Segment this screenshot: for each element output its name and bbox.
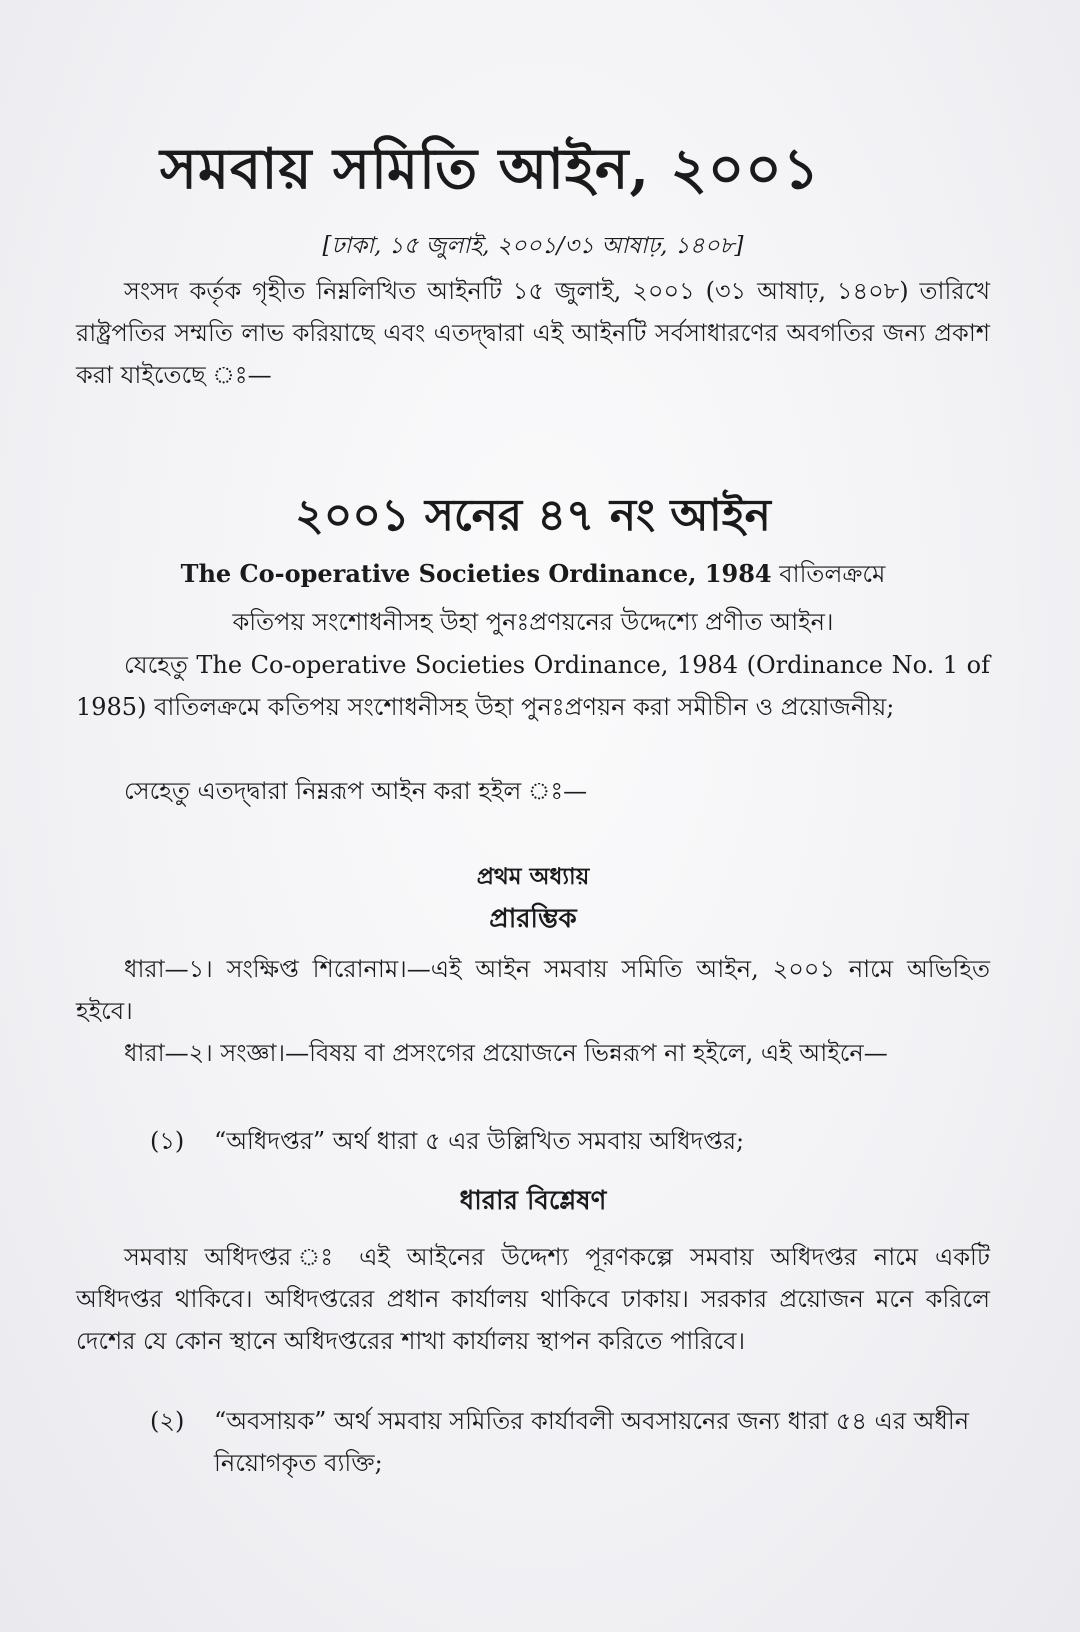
section-2: ধারা—২। সংজ্ঞা।—বিষয় বা প্রসংগের প্রয়োজনে ভিন্নরূপ না হইলে, এই আইনে— [124, 1039, 888, 1067]
definition-2-text: “অবসায়ক” অর্থ সমবায় সমিতির কার্যাবলী অবসায়নের জন্য ধারা ৫৪ এর অধীন নিয়োগকৃত ব্যক্তি; [214, 1407, 970, 1477]
analysis-heading: ধারার বিশ্লেষণ [459, 1186, 607, 1216]
long-title-bn-2: কতিপয় সংশোধনীসহ উহা পুনঃপ্রণয়নের উদ্দেশ্যে প্রণীত আইন। [232, 608, 834, 636]
preamble: সংসদ কর্তৃক গৃহীত নিম্নলিখিত আইনটি ১৫ জুলাই, ২০০১ (৩১ আষাঢ়, ১৪০৮) তারিখে রাষ্ট্রপতির সম্মতি লাভ করিয়াছে এবং এতদ্দ্বারা এই আইনটি সর্বসাধারণের অবগতির জন্য প্রকাশ করা যাইতেছে ঃ— [76, 277, 990, 389]
page-title: সমবায় সমিতি আইন, ২০০১ [159, 136, 821, 202]
long-title-line-1 [76, 556, 990, 596]
ordinance-name: The Co-operative Societies Ordinance, 1984 [180, 559, 772, 588]
definition-1-text: “অধিদপ্তর” অর্থ ধারা ৫ এর উল্লিখিত সমবায় অধিদপ্তর; [214, 1127, 745, 1155]
whereas-clause: যেহেতু The Co-operative Societies Ordinance, 1984 (Ordinance No. 1 of 1985) বাতিলক্রমে কতিপয় সংশোধনীসহ উহা পুনঃপ্রণয়ন করা সমীচীন ও প্রয়োজনীয়; [76, 651, 990, 721]
chapter-number: প্রথম অধ্যায় [476, 863, 590, 890]
act-number: ২০০১ সনের ৪৭ নং আইন [295, 490, 771, 541]
definition-1-number: (১) [150, 1127, 185, 1155]
dateline: [ঢাকা, ১৫ জুলাই, ২০০১/৩১ আষাঢ়, ১৪০৮] [322, 233, 744, 259]
chapter-title: প্রারম্ভিক [489, 904, 577, 934]
definition-2-number: (২) [150, 1407, 185, 1435]
section-1: ধারা—১। সংক্ষিপ্ত শিরোনাম।—এই আইন সমবায় সমিতি আইন, ২০০১ নামে অভিহিত হইবে। [76, 955, 990, 1025]
analysis-text: সমবায় অধিদপ্তর ঃ এই আইনের উদ্দেশ্য পূরণকল্পে সমবায় অধিদপ্তর নামে একটি অধিদপ্তর থাকিবে। অধিদপ্তরের প্রধান কার্যালয় থাকিবে ঢাকায়। সরকার প্রয়োজন মনে করিলে দেশের যে কোন স্থানে অধিদপ্তরের শাখা কার্যালয় স্থাপন করিতে পারিবে। [76, 1243, 990, 1355]
therefore-clause: সেহেতু এতদ্দ্বারা নিম্নরূপ আইন করা হইল ঃ— [124, 777, 588, 805]
long-title-bn-1: বাতিলক্রমে [779, 560, 886, 588]
